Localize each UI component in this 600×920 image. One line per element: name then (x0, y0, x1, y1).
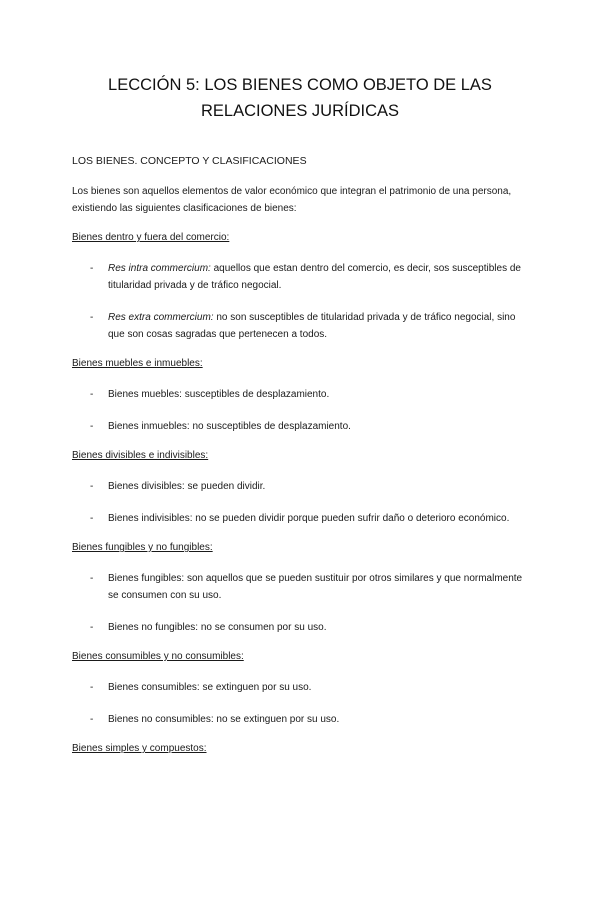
section-heading: Bienes fungibles y no fungibles: (72, 542, 213, 553)
title-line-2: RELACIONES JURÍDICAS (200, 102, 400, 120)
list-item: - Bienes no fungibles: no se consumen por su uso. (72, 619, 528, 636)
intro-paragraph: Los bienes son aquellos elementos de valor económico que integran el patrimonio de una persona, existiendo las siguientes clasificaciones de bienes: (72, 186, 512, 214)
list-item: - Bienes muebles: susceptibles de desplazamiento. (72, 386, 528, 403)
section-heading: Bienes simples y compuestos: (72, 743, 207, 754)
document-page (0, 72, 600, 920)
list-item: - Bienes divisibles: se pueden dividir. (72, 478, 528, 495)
section-comercio (72, 231, 528, 343)
section-heading: Bienes consumibles y no consumibles: (72, 651, 244, 662)
title-line-1: LECCIÓN 5: LOS BIENES COMO OBJETO DE LAS (108, 76, 492, 94)
page-title (72, 72, 528, 124)
list-item: - Bienes consumibles: se extinguen por su uso. (72, 679, 528, 696)
item-list (72, 386, 528, 435)
section-subtitle: LOS BIENES. CONCEPTO Y CLASIFICACIONES (72, 155, 307, 167)
section-heading: Bienes divisibles e indivisibles: (72, 450, 209, 461)
item-list (72, 478, 528, 527)
list-item (72, 309, 528, 343)
item-list (72, 679, 528, 728)
list-item: - Bienes inmuebles: no susceptibles de desplazamiento. (72, 418, 528, 435)
list-item: - Bienes fungibles: son aquellos que se pueden sustituir por otros similares y que normalmente se consumen con su uso. (72, 570, 528, 604)
item-term: Res extra commercium: (108, 312, 214, 323)
item-text: aquellos que estan dentro del comercio, es decir, sos susceptibles de titularidad privada y de tráfico negocial. (108, 263, 521, 291)
section-divisibles (72, 449, 528, 527)
list-item (72, 260, 528, 294)
section-muebles (72, 357, 528, 435)
section-consumibles (72, 650, 528, 728)
section-heading: Bienes muebles e inmuebles: (72, 358, 203, 369)
list-item: - Bienes indivisibles: no se pueden dividir porque pueden sufrir daño o deterioro económico. (72, 510, 528, 527)
item-list (72, 570, 528, 636)
section-heading: Bienes dentro y fuera del comercio: (72, 232, 230, 243)
section-simples (72, 742, 528, 756)
section-fungibles (72, 541, 528, 636)
item-list (72, 260, 528, 343)
item-text: no son susceptibles de titularidad privada y de tráfico negocial, sino que son cosas sagradas que pertenecen a todos. (108, 312, 516, 340)
list-item: - Bienes no consumibles: no se extinguen por su uso. (72, 711, 528, 728)
item-term: Res intra commercium: (108, 263, 211, 274)
